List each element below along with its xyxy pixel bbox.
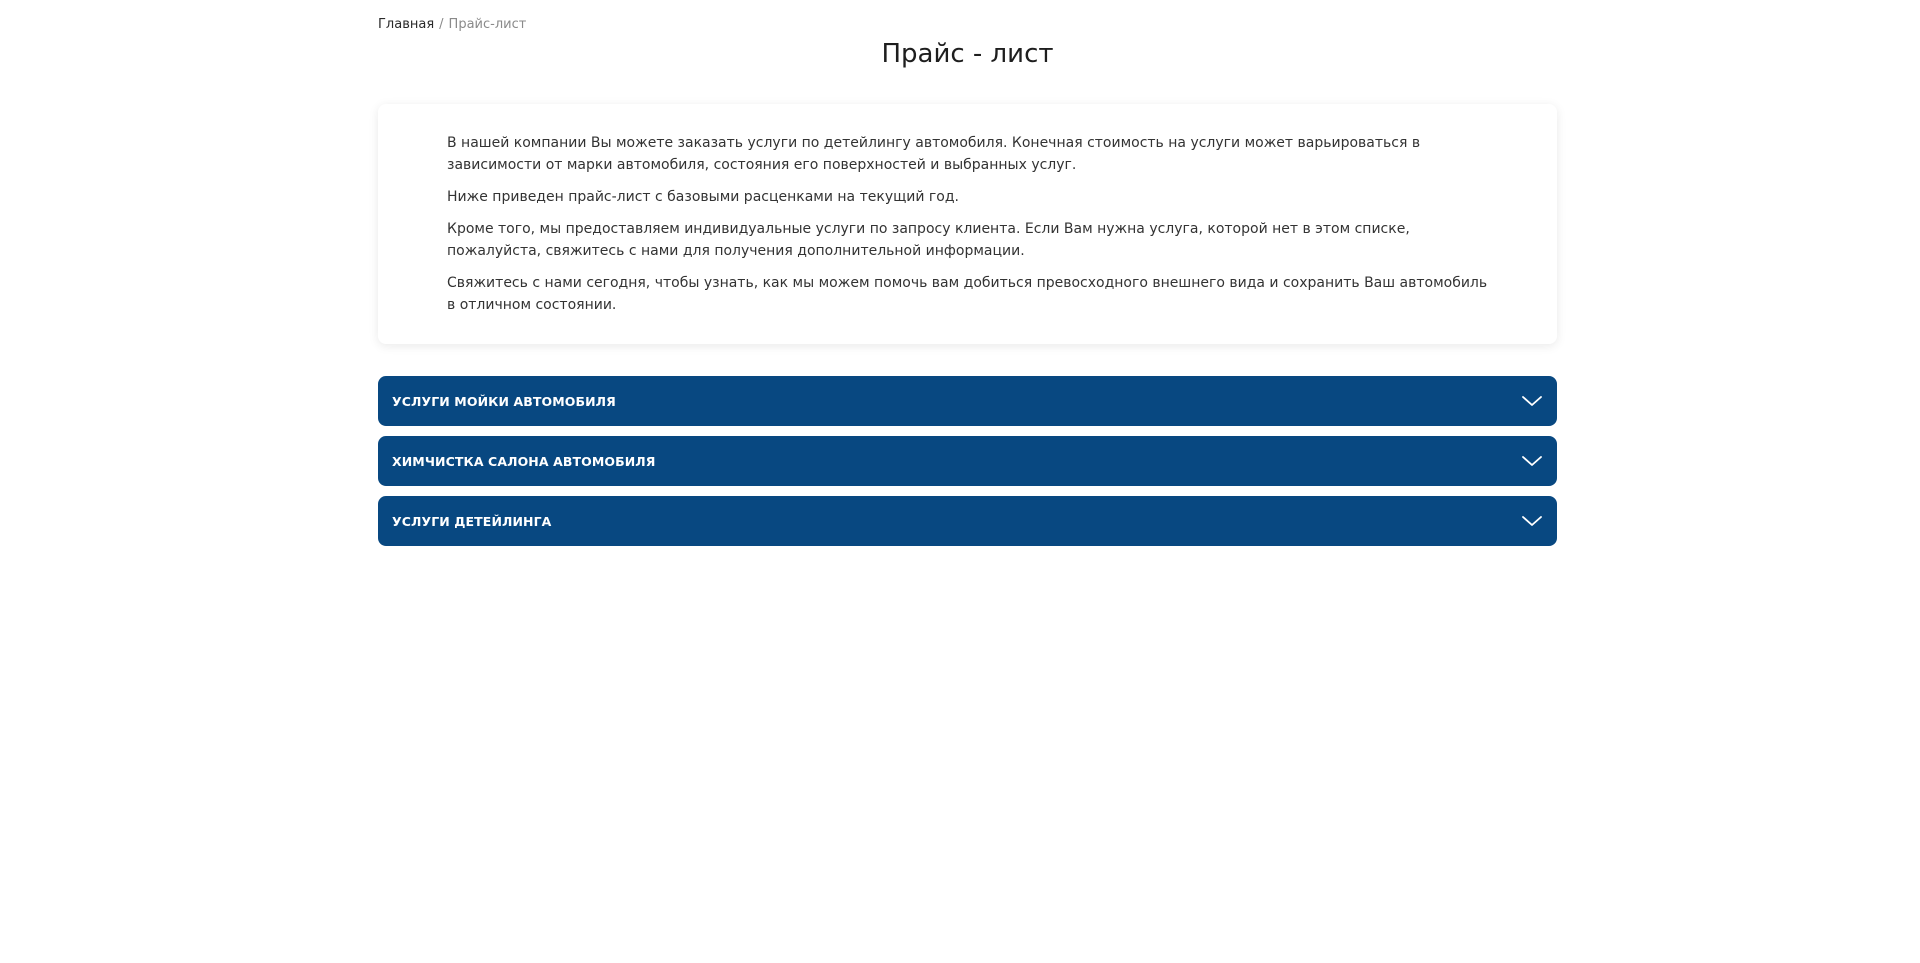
page-title: Прайс - лист	[881, 39, 1054, 69]
accordion-interior-cleaning[interactable]	[378, 436, 1557, 486]
intro-paragraph: В нашей компании Вы можете заказать услуги по детейлингу автомобиля. Конечная стоимость на услуги может варьироваться в зависимости от марки автомобиля, состояния его поверхностей и выбранных услуг.	[447, 135, 1421, 173]
chevron-down-icon	[1521, 514, 1543, 528]
breadcrumb-home-link[interactable]: Главная	[378, 17, 435, 32]
accordion-label: УСЛУГИ МОЙКИ АВТОМОБИЛЯ	[392, 393, 616, 409]
chevron-down-icon	[1521, 394, 1543, 408]
breadcrumb-current: Прайс-лист	[448, 17, 527, 32]
accordion-car-wash[interactable]	[378, 376, 1557, 426]
breadcrumb-separator: /	[439, 17, 444, 32]
breadcrumb	[378, 17, 526, 33]
intro-card	[378, 104, 1557, 344]
intro-paragraph: Свяжитесь с нами сегодня, чтобы узнать, как мы можем помочь вам добиться превосходного внешнего вида и сохранить Ваш автомобиль в отличном состоянии.	[447, 275, 1488, 313]
accordion-label: ХИМЧИСТКА САЛОНА АВТОМОБИЛЯ	[392, 453, 656, 469]
intro-paragraph: Кроме того, мы предоставляем индивидуальные услуги по запросу клиента. Если Вам нужна услуга, которой нет в этом списке, пожалуйста, свяжитесь с нами для получения дополнительной информации.	[447, 221, 1410, 259]
intro-paragraph: Ниже приведен прайс-лист с базовыми расценками на текущий год.	[447, 189, 959, 205]
accordion-label: УСЛУГИ ДЕТЕЙЛИНГА	[392, 513, 552, 529]
chevron-down-icon	[1521, 454, 1543, 468]
accordion-detailing[interactable]	[378, 496, 1557, 546]
